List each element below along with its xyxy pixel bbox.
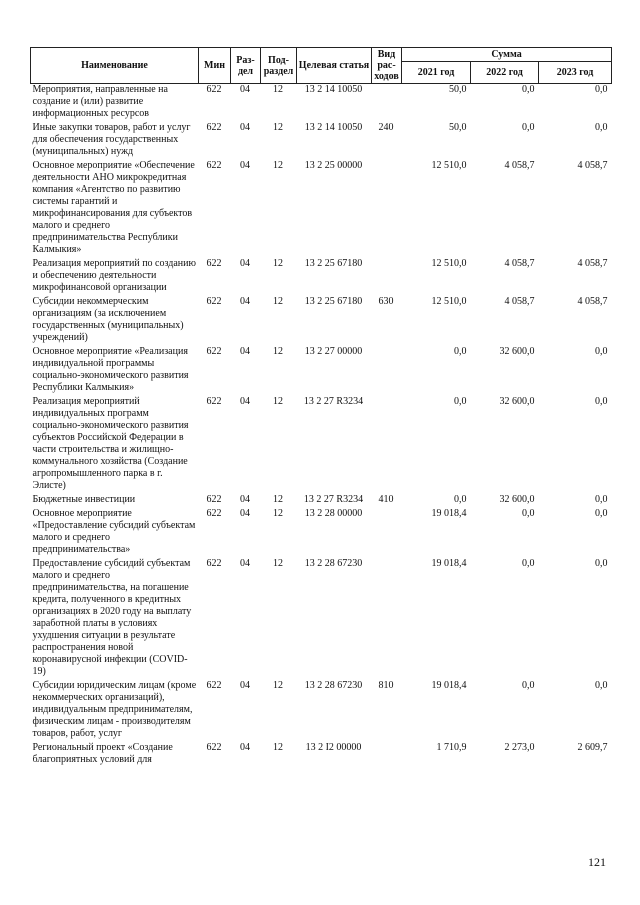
cell-podrazdel: 12 [273,558,283,569]
cell-2023: 0,0 [595,558,608,569]
cell-2022: 0,0 [522,558,535,569]
cell-min: 622 [206,84,222,95]
cell-vid: 630 [378,296,394,307]
cell-target: 13 2 27 R3234 [303,396,364,407]
cell-min: 622 [206,396,222,407]
header-podrazdel: Под-раздел [261,48,297,84]
table-row [31,508,612,558]
cell-2022: 0,0 [522,84,535,95]
budget-table [30,47,612,768]
table-row [31,346,612,396]
header-sum: Сумма [402,48,612,62]
cell-min: 622 [206,680,222,691]
header-razdel: Раз-дел [231,48,261,84]
cell-razdel: 04 [240,258,250,269]
cell-target: 13 2 I2 00000 [305,742,362,753]
cell-2022: 32 600,0 [499,346,535,357]
cell-2021: 19 018,4 [431,508,467,519]
cell-razdel: 04 [240,396,250,407]
cell-min: 622 [206,160,222,171]
cell-name: Предоставление субсидий субъектам малого и среднего предпринимательства, на погашение кредита, полученного в кредитных организациях в 2020 году на выплату заработной платы в условиях ухудшения ситуации в результате распространения новой коронавирусной инфекции (COVID-19) [32,558,192,677]
cell-2023: 0,0 [595,346,608,357]
cell-2021: 0,0 [454,346,467,357]
cell-vid [372,258,402,296]
header-2022: 2022 год [471,62,539,84]
table-row [31,494,612,508]
cell-podrazdel: 12 [273,258,283,269]
cell-2022: 4 058,7 [504,160,535,171]
cell-2022: 0,0 [522,508,535,519]
cell-vid [372,84,402,123]
cell-2022: 0,0 [522,680,535,691]
table-row [31,122,612,160]
cell-name: Субсидии некоммерческим организациям (за исключением государственных (муниципальных) учреждений) [32,296,184,343]
header-name: Наименование [31,48,199,84]
cell-name: Основное мероприятие «Предоставление субсидий субъектам малого и среднего предпринимательства» [32,508,196,555]
cell-podrazdel: 12 [273,346,283,357]
cell-2022: 2 273,0 [504,742,535,753]
cell-name: Реализация мероприятий по созданию и обеспечению деятельности микрофинансовой организации [32,258,196,293]
table-row [31,396,612,494]
cell-name: Бюджетные инвестиции [32,494,136,505]
cell-podrazdel: 12 [273,396,283,407]
cell-podrazdel: 12 [273,296,283,307]
cell-target: 13 2 27 R3234 [303,494,364,505]
cell-razdel: 04 [240,160,250,171]
cell-min: 622 [206,122,222,133]
cell-2023: 0,0 [595,680,608,691]
cell-2022: 32 600,0 [499,396,535,407]
cell-podrazdel: 12 [273,84,283,95]
cell-name: Субсидии юридическим лицам (кроме некоммерческих организаций), индивидуальным предпринимателям, физическим лицам - производителям товаров, работ, услуг [32,680,197,739]
cell-name: Региональный проект «Создание благоприятных условий для [32,742,173,765]
cell-razdel: 04 [240,494,250,505]
page-number: 121 [588,855,606,869]
cell-vid [372,346,402,396]
table-row [31,258,612,296]
cell-2023: 4 058,7 [577,160,608,171]
cell-target: 13 2 14 10050 [304,122,363,133]
cell-vid [372,396,402,494]
cell-podrazdel: 12 [273,122,283,133]
table-row [31,160,612,258]
cell-razdel: 04 [240,296,250,307]
cell-2023: 2 609,7 [577,742,608,753]
cell-name: Основное мероприятие «Реализация индивидуальной программы социально-экономического развития Республики Калмыкия» [32,346,189,393]
cell-2022: 4 058,7 [504,258,535,269]
cell-target: 13 2 25 67180 [304,296,363,307]
cell-target: 13 2 28 67230 [304,558,363,569]
cell-podrazdel: 12 [273,508,283,519]
cell-name: Иные закупки товаров, работ и услуг для обеспечения государственных (муниципальных) нужд [32,122,191,157]
cell-target: 13 2 28 00000 [304,508,363,519]
cell-2021: 0,0 [454,396,467,407]
cell-min: 622 [206,296,222,307]
cell-vid [372,742,402,768]
cell-razdel: 04 [240,742,250,753]
cell-2021: 0,0 [454,494,467,505]
cell-razdel: 04 [240,122,250,133]
cell-razdel: 04 [240,558,250,569]
cell-vid: 810 [378,680,394,691]
header-target: Целевая статья [297,48,372,84]
cell-razdel: 04 [240,680,250,691]
cell-2021: 50,0 [449,122,467,133]
cell-target: 13 2 14 10050 [304,84,363,95]
cell-2021: 1 710,9 [436,742,467,753]
table-header [31,48,612,84]
cell-razdel: 04 [240,346,250,357]
cell-2023: 0,0 [595,122,608,133]
table-body [31,84,612,769]
header-2021: 2021 год [402,62,471,84]
cell-2023: 0,0 [595,494,608,505]
cell-min: 622 [206,494,222,505]
cell-vid [372,160,402,258]
cell-2021: 19 018,4 [431,680,467,691]
cell-min: 622 [206,508,222,519]
header-2023: 2023 год [539,62,612,84]
table-row [31,742,612,768]
cell-vid [372,508,402,558]
cell-name: Основное мероприятие «Обеспечение деятельности АНО микрокредитная компания «Агентство по развитию системы гарантий и микрофинансирования для субъектов малого и среднего предпринимательства Республики Калмыкия» [32,160,195,255]
cell-2023: 0,0 [595,508,608,519]
cell-vid [372,558,402,680]
cell-min: 622 [206,346,222,357]
cell-target: 13 2 25 00000 [304,160,363,171]
cell-target: 13 2 27 00000 [304,346,363,357]
cell-podrazdel: 12 [273,742,283,753]
cell-2023: 0,0 [595,396,608,407]
cell-2021: 19 018,4 [431,558,467,569]
cell-name: Реализация мероприятий индивидуальных программ социально-экономического развития субъектов Российской Федерации в части строительства и жилищно-коммунального хозяйства (Создание агропромышленного парка в г. Элисте) [32,396,189,491]
cell-2022: 0,0 [522,122,535,133]
cell-name: Мероприятия, направленные на создание и (или) развитие информационных ресурсов [32,84,168,119]
cell-min: 622 [206,742,222,753]
cell-vid: 410 [378,494,394,505]
cell-min: 622 [206,258,222,269]
cell-target: 13 2 25 67180 [304,258,363,269]
cell-2022: 4 058,7 [504,296,535,307]
header-vid: Вид рас-ходов [372,48,402,84]
table-row [31,84,612,123]
cell-podrazdel: 12 [273,494,283,505]
cell-podrazdel: 12 [273,680,283,691]
cell-podrazdel: 12 [273,160,283,171]
table-row [31,680,612,742]
cell-razdel: 04 [240,508,250,519]
table-row [31,558,612,680]
cell-2023: 4 058,7 [577,296,608,307]
cell-2021: 12 510,0 [431,160,467,171]
table-row [31,296,612,346]
cell-razdel: 04 [240,84,250,95]
header-min: Мин [199,48,231,84]
cell-2021: 50,0 [449,84,467,95]
cell-vid: 240 [378,122,394,133]
cell-2023: 0,0 [595,84,608,95]
cell-2023: 4 058,7 [577,258,608,269]
cell-min: 622 [206,558,222,569]
cell-target: 13 2 28 67230 [304,680,363,691]
cell-2022: 32 600,0 [499,494,535,505]
cell-2021: 12 510,0 [431,296,467,307]
cell-2021: 12 510,0 [431,258,467,269]
